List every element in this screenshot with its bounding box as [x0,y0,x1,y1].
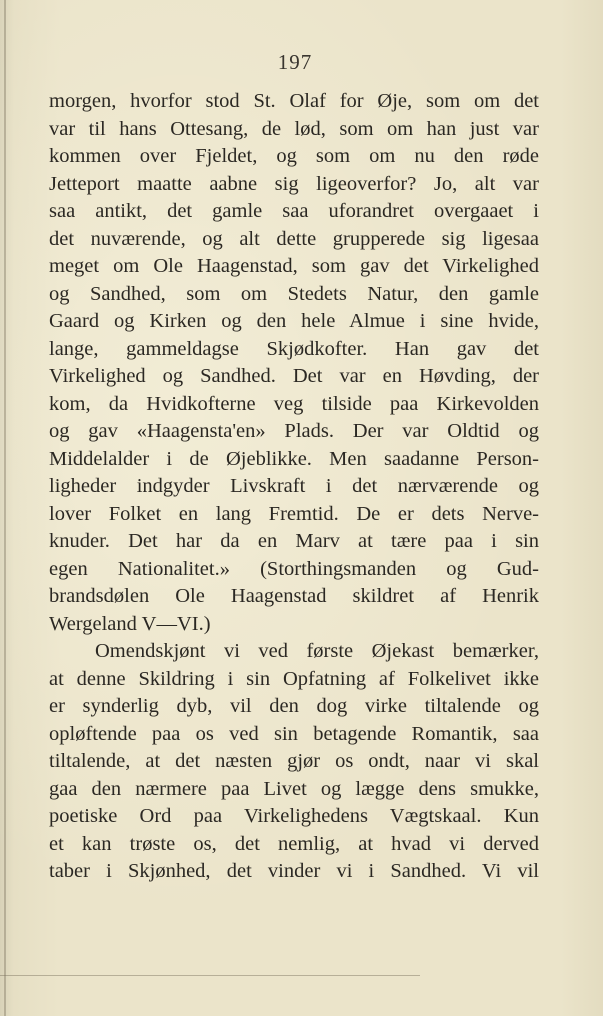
text-line: tiltalende, at det næsten gjør os ondt, naar vi skal [49,750,539,772]
text-line: meget om Ole Haagenstad, som gav det Virkelighed [49,255,539,277]
page-edge-shadow [4,0,6,1016]
text-line: Virkelighed og Sandhed. Det var en Høvding, der [49,365,539,387]
bottom-divider [0,975,420,976]
text-line: poetiske Ord paa Virkelighedens Vægtskaal. Kun [49,805,539,827]
text-line: kommen over Fjeldet, og som om nu den røde [49,145,539,167]
text-line: kom, da Hvidkofterne veg tilside paa Kirkevolden [49,392,539,415]
body-text [49,88,539,886]
text-line: var til hans Ottesang, de lød, som om han just var [49,117,539,140]
text-line: og Sandhed, som om Stedets Natur, den gamle [49,282,539,305]
text-line: gaa den nærmere paa Livet og lægge dens smukke, [49,777,539,800]
text-line: saa antikt, det gamle saa uforandret overgaaet i [49,200,539,222]
text-line: Omendskjønt vi ved første Øjekast bemærker, [95,640,539,662]
text-line: Gaard og Kirken og den hele Almue i sine hvide, [49,310,539,332]
text-line: et kan trøste os, det nemlig, at hvad vi derved [49,832,539,855]
text-line: lover Folket en lang Fremtid. De er dets Nerve- [49,502,539,525]
text-line: at denne Skildring i sin Opfatning af Folkelivet ikke [49,667,539,690]
text-line: egen Nationalitet.» (Storthingsmanden og Gud- [49,557,539,580]
text-line: lange, gammeldagse Skjødkofter. Han gav det [49,337,539,360]
text-line: det nuværende, og alt dette grupperede sig ligesaa [49,227,539,250]
text-line: og gav «Haagensta'en» Plads. Der var Oldtid og [49,420,539,442]
text-line: er synderlig dyb, vil den dog virke tiltalende og [49,695,539,717]
text-line: taber i Skjønhed, det vinder vi i Sandhed. Vi vil [49,860,539,882]
text-line: knuder. Det har da en Marv at tære paa i sin [49,530,539,552]
text-line: opløftende paa os ved sin betagende Romantik, saa [49,722,539,745]
text-line: brandsdølen Ole Haagenstad skildret af Henrik [49,585,539,607]
text-line: morgen, hvorfor stod St. Olaf for Øje, som om det [49,90,539,112]
text-line: Wergeland V—VI.) [49,612,211,635]
text-line: ligheder indgyder Livskraft i det nærværende og [49,475,539,497]
text-line: Middelalder i de Øjeblikke. Men saadanne Person- [49,447,539,470]
page-number: 197 [277,50,313,74]
text-line: Jetteport maatte aabne sig ligeoverfor? Jo, alt var [49,172,539,195]
